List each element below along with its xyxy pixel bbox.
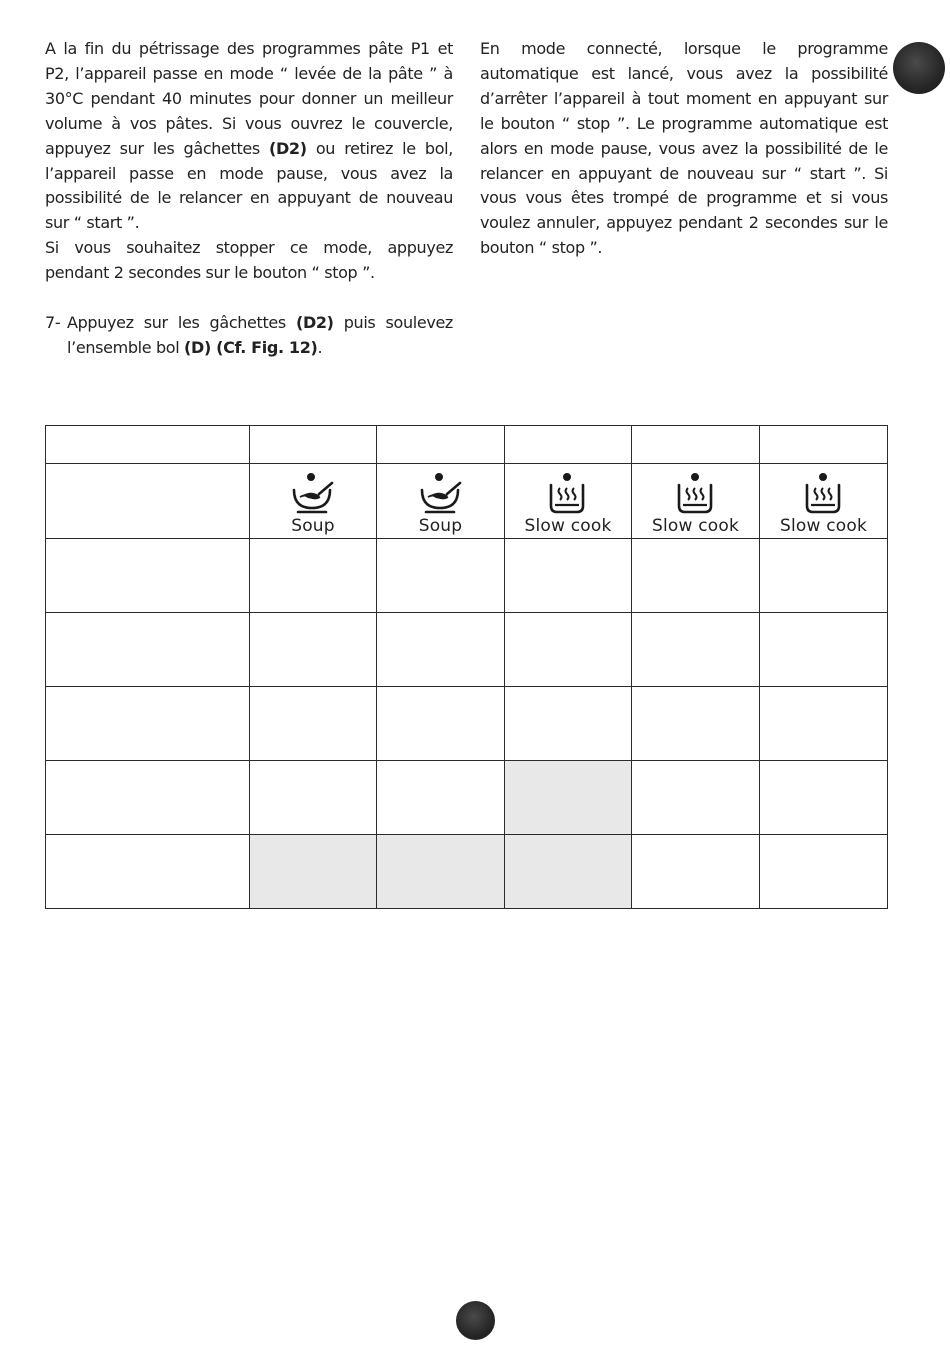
- table-cell-shaded: [505, 761, 632, 835]
- paragraph-dough-rise: A la fin du pétrissage des programmes pâte P1 et P2, l’appareil passe en mode “ levée de la pâte ” à 30°C pendant 40 minutes pour donner un meilleur volume à vos pâtes. Si vous ouvrez le couvercle, appuyez sur les gâchettes (D2) ou retirez le bol, l’appareil passe en mode pause, vous avez la possibilité de le relancer en appuyant de nouveau sur “ start ”.: [45, 39, 453, 233]
- table-cell-shaded: [505, 835, 632, 909]
- table-cell: [632, 687, 760, 761]
- program-cell-slow-cook: [632, 464, 760, 539]
- table-cell: [46, 687, 250, 761]
- table-cell: [632, 761, 760, 835]
- table-cell-shaded: [377, 835, 505, 909]
- table-cell: [250, 761, 377, 835]
- table-row: [46, 426, 888, 464]
- program-label: Soup: [291, 516, 335, 536]
- table-cell: [760, 426, 888, 464]
- table-row-programs: [46, 464, 888, 539]
- program-cell-soup: [377, 464, 505, 539]
- table-cell: [505, 613, 632, 687]
- program-label: Slow cook: [524, 516, 612, 536]
- table-row: [46, 613, 888, 687]
- table-cell: [760, 613, 888, 687]
- step-7: [45, 311, 453, 361]
- table-cell: [377, 761, 505, 835]
- table-cell: [377, 539, 505, 613]
- table-cell-shaded: [250, 835, 377, 909]
- table-cell: [760, 687, 888, 761]
- table-cell: [760, 835, 888, 909]
- table-row: [46, 835, 888, 909]
- slow-cook-pot-icon: [670, 471, 722, 517]
- page-number-marker: [456, 1301, 495, 1340]
- table-cell: [46, 613, 250, 687]
- table-cell: [760, 539, 888, 613]
- slow-cook-pot-icon: [542, 471, 594, 517]
- paragraph-connected-mode: En mode connecté, lorsque le programme automatique est lancé, vous avez la possibilité d’arrêter l’appareil à tout moment en appuyant sur le bouton “ stop ”. Le programme automatique est alors en mode pause, vous avez la possibilité de le relancer en appuyant de nouveau sur “ start ”. Si vous vous êtes trompé de programme et si vous voulez annuler, appuyez pendant 2 secondes sur le bouton “ stop ”.: [480, 39, 888, 258]
- table-cell: [250, 613, 377, 687]
- table-cell: [632, 539, 760, 613]
- table-cell: [250, 426, 377, 464]
- section-tab-marker: [893, 42, 945, 94]
- program-cell-slow-cook: [505, 464, 632, 539]
- table-cell: [46, 426, 250, 464]
- step-number: 7-: [45, 312, 61, 332]
- table-cell: [377, 613, 505, 687]
- table-row: [46, 761, 888, 835]
- table-cell: [46, 464, 250, 539]
- table-cell: [632, 613, 760, 687]
- table-cell: [46, 835, 250, 909]
- program-label: Slow cook: [779, 516, 868, 536]
- step-text: Appuyez sur les gâchettes (D2) puis soulevez l’ensemble bol (D) (Cf. Fig. 12).: [67, 312, 453, 357]
- table-cell: [505, 539, 632, 613]
- table-row: [46, 687, 888, 761]
- program-cell-soup: [250, 464, 377, 539]
- right-text-column: [480, 37, 888, 261]
- paragraph-stop-mode: Si vous souhaitez stopper ce mode, appuyez pendant 2 secondes sur le bouton “ stop ”.: [45, 238, 453, 283]
- slow-cook-pot-icon: [798, 471, 850, 517]
- table-cell: [505, 687, 632, 761]
- table-cell: [760, 761, 888, 835]
- table-cell: [250, 539, 377, 613]
- table-cell: [377, 687, 505, 761]
- left-text-column: [45, 37, 453, 361]
- table-cell: [632, 835, 760, 909]
- soup-ladle-icon: [415, 471, 467, 517]
- table-cell: [46, 539, 250, 613]
- table-cell: [46, 761, 250, 835]
- table-row: [46, 539, 888, 613]
- soup-ladle-icon: [287, 471, 339, 517]
- table-cell: [250, 687, 377, 761]
- program-table: [45, 425, 888, 909]
- table-cell: [632, 426, 760, 464]
- program-label: Slow cook: [651, 516, 740, 536]
- table-cell: [377, 426, 505, 464]
- program-label: Soup: [418, 516, 463, 536]
- table-cell: [505, 426, 632, 464]
- program-cell-slow-cook: [760, 464, 888, 539]
